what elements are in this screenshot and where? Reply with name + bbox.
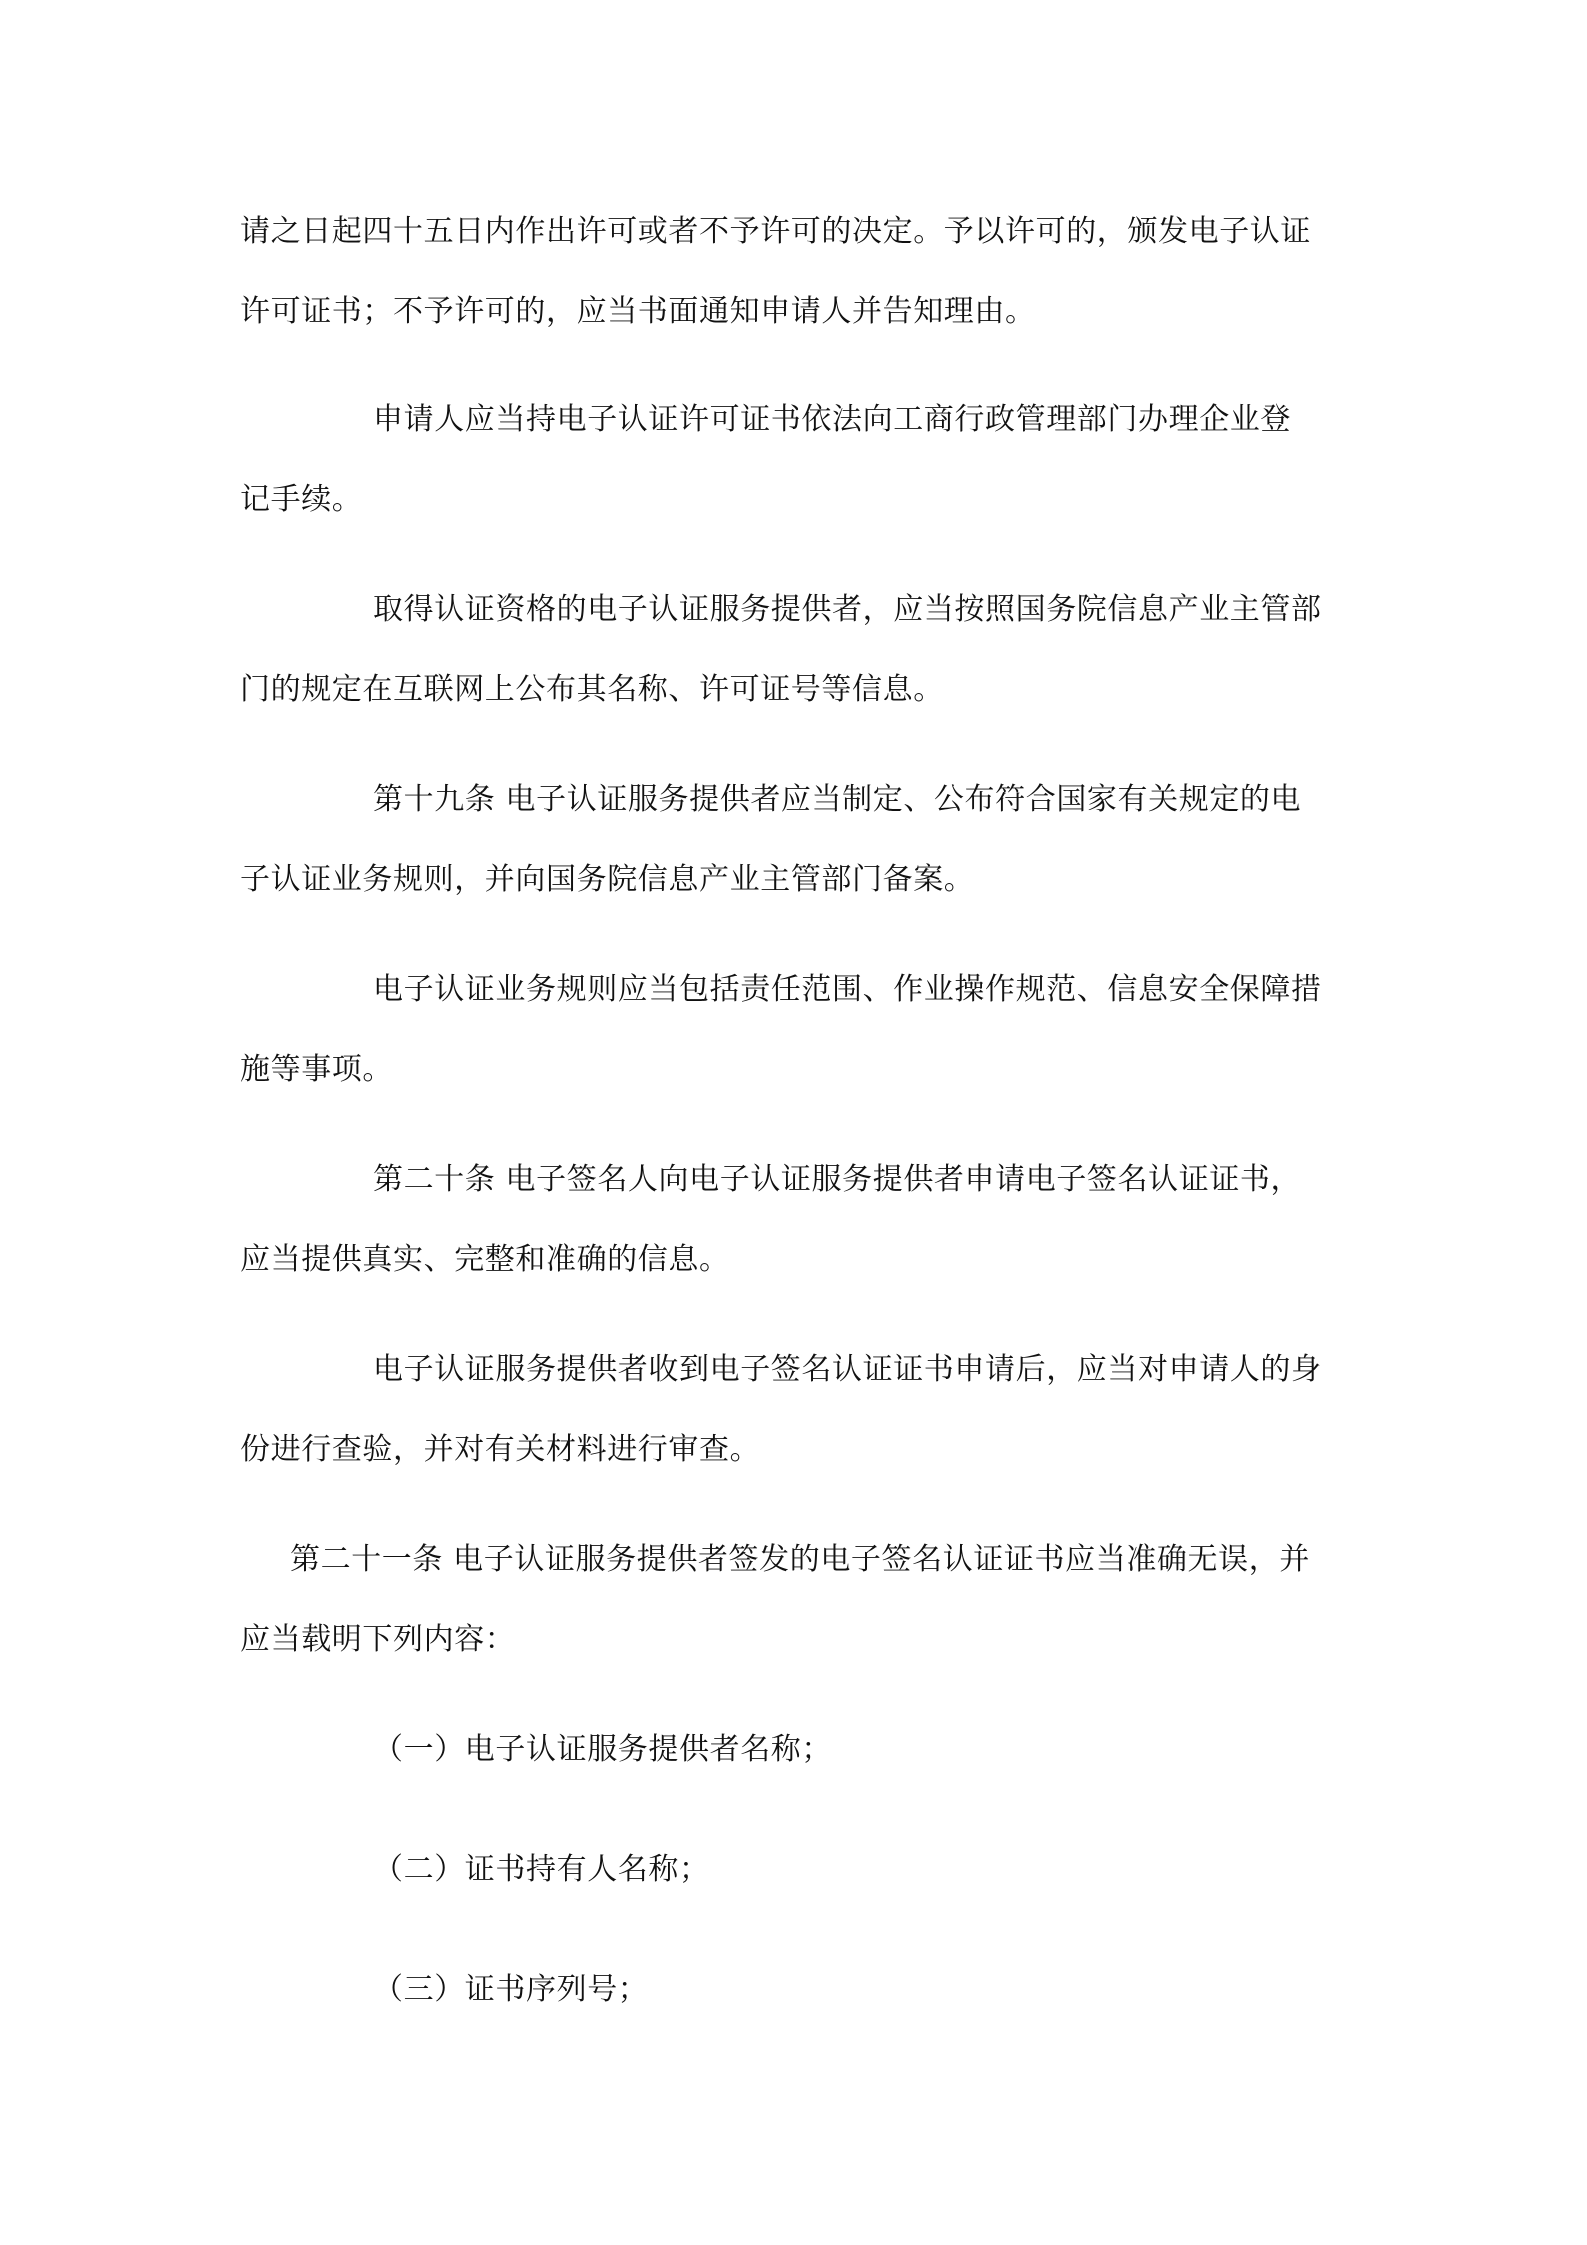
paragraph-line: 应当载明下列内容： [240, 1622, 516, 1657]
paragraph-line: 电子认证业务规则应当包括责任范围、作业操作规范、信息安全保障措 [373, 972, 1322, 1007]
paragraph-line: 应当提供真实、完整和准确的信息。 [240, 1242, 730, 1277]
article-20-heading-line: 第二十条 电子签名人向电子认证服务提供者申请电子签名认证证书， [373, 1162, 1302, 1197]
paragraph-line: 份进行查验，并对有关材料进行审查。 [240, 1432, 761, 1467]
paragraph-line: 子认证业务规则，并向国务院信息产业主管部门备案。 [240, 862, 975, 897]
article-21-heading-line: 第二十一条 电子认证服务提供者签发的电子签名认证证书应当准确无误，并 [290, 1542, 1310, 1577]
paragraph-line: 门的规定在互联网上公布其名称、许可证号等信息。 [240, 672, 944, 707]
paragraph-line: 许可证书；不予许可的，应当书面通知申请人并告知理由。 [240, 294, 1036, 329]
list-item: （一）电子认证服务提供者名称； [373, 1732, 832, 1767]
article-19-heading-line: 第十九条 电子认证服务提供者应当制定、公布符合国家有关规定的电 [373, 782, 1302, 817]
paragraph-line: 申请人应当持电子认证许可证书依法向工商行政管理部门办理企业登 [373, 402, 1291, 437]
paragraph-line: 请之日起四十五日内作出许可或者不予许可的决定。予以许可的，颁发电子认证 [240, 214, 1311, 249]
list-item: （三）证书序列号； [373, 1972, 649, 2007]
list-item: （二）证书持有人名称； [373, 1852, 710, 1887]
paragraph-line: 施等事项。 [240, 1052, 393, 1087]
paragraph-line: 取得认证资格的电子认证服务提供者，应当按照国务院信息产业主管部 [373, 592, 1322, 627]
paragraph-line: 记手续。 [240, 482, 363, 517]
paragraph-line: 电子认证服务提供者收到电子签名认证证书申请后，应当对申请人的身 [373, 1352, 1322, 1387]
